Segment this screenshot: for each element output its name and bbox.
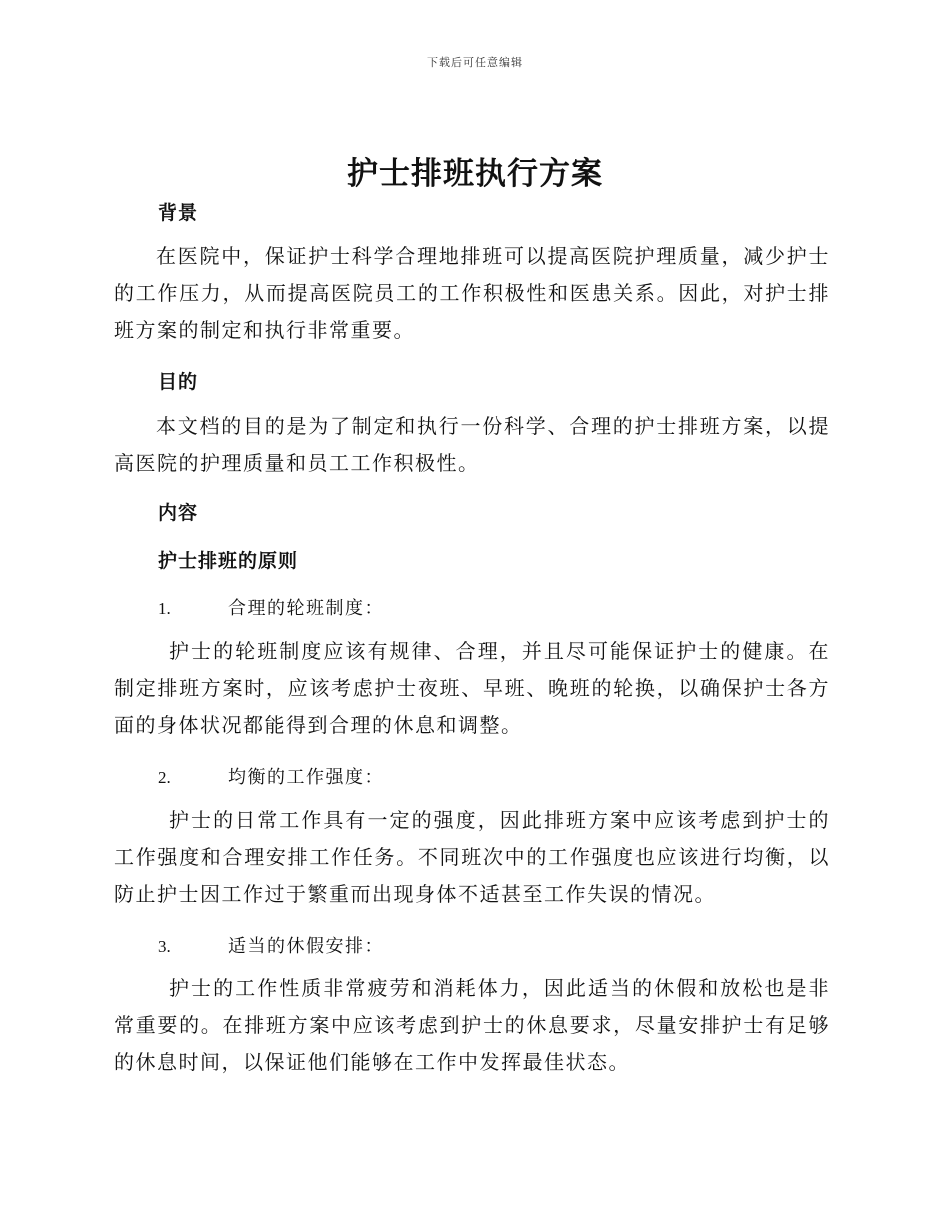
principle-1-number: 1. bbox=[158, 599, 171, 618]
paragraph-purpose: 本文档的目的是为了制定和执行一份科学、合理的护士排班方案，以提高医院的护理质量和员工工作积极性。 bbox=[114, 414, 830, 475]
document-title: 护士排班执行方案 bbox=[347, 156, 603, 192]
principle-3-paragraph: 护士的工作性质非常疲劳和消耗体力，因此适当的休假和放松也是非常重要的。在排班方案中应该考虑到护士的休息要求，尽量安排护士有足够的休息时间，以保证他们能够在工作中发挥最佳状态。 bbox=[114, 976, 830, 1074]
running-header: 下载后可任意编辑 bbox=[427, 56, 523, 69]
heading-purpose: 目的 bbox=[158, 371, 199, 393]
principle-3-number: 3. bbox=[158, 937, 171, 956]
principle-3-label bbox=[158, 932, 384, 958]
principle-2-title: 均衡的工作强度： bbox=[228, 767, 384, 788]
principle-1-title: 合理的轮班制度： bbox=[228, 598, 384, 619]
heading-background: 背景 bbox=[158, 202, 199, 224]
principle-1-label bbox=[158, 594, 384, 620]
principle-3-title: 适当的休假安排： bbox=[228, 936, 384, 957]
principle-2-number: 2. bbox=[158, 768, 171, 787]
paragraph-background: 在医院中，保证护士科学合理地排班可以提高医院护理质量，减少护士的工作压力，从而提高医院员工的工作积极性和医患关系。因此，对护士排班方案的制定和执行非常重要。 bbox=[114, 244, 830, 342]
principle-2-label bbox=[158, 763, 384, 789]
principle-2-paragraph: 护士的日常工作具有一定的强度，因此排班方案中应该考虑到护士的工作强度和合理安排工作任务。不同班次中的工作强度也应该进行均衡，以防止护士因工作过于繁重而出现身体不适甚至工作失误的情况。 bbox=[114, 808, 830, 906]
heading-content: 内容 bbox=[158, 502, 199, 524]
subheading-principles: 护士排班的原则 bbox=[158, 550, 299, 572]
principle-1-paragraph: 护士的轮班制度应该有规律、合理，并且尽可能保证护士的健康。在制定排班方案时，应该考虑护士夜班、早班、晚班的轮换，以确保护士各方面的身体状况都能得到合理的休息和调整。 bbox=[114, 639, 830, 737]
